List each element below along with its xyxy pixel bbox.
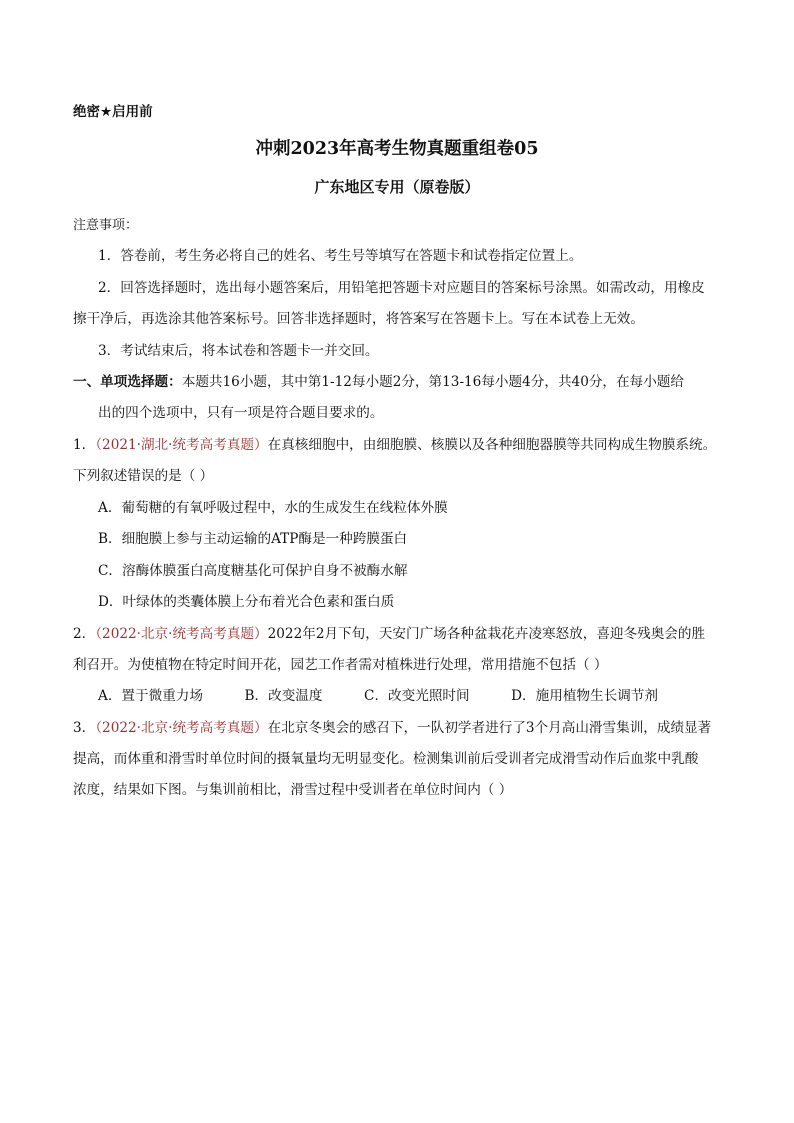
question-2-option-a: A．置于微重力场 — [98, 688, 203, 704]
section-instructions-line-2: 出的四个选项中，只有一项是符合题目要求的。 — [98, 405, 384, 421]
question-stem: 2022年2月下旬，天安门广场各种盆栽花卉凌寒怒放，喜迎冬残奥会的胜 — [267, 626, 706, 642]
section-instructions: 本题共16小题，其中第1-12每小题2分，第13-16每小题4分，共40分，在每小题给 — [181, 374, 684, 390]
question-1-stem-line-1 — [73, 435, 716, 455]
note-item-1: 1．答卷前，考生务必将自己的姓名、考生号等填写在答题卡和试卷指定位置上。 — [98, 248, 583, 264]
question-2-options — [98, 686, 658, 706]
question-source: （2022·北京·统考高考真题） — [95, 626, 268, 642]
question-source: （2021·湖北·统考高考真题） — [95, 437, 268, 453]
question-1-option-d: D．叶绿体的类囊体膜上分布着光合色素和蛋白质 — [98, 594, 395, 610]
question-number: 3． — [73, 720, 96, 736]
question-stem: 在北京冬奥会的感召下，一队初学者进行了3个月高山滑雪集训，成绩显著 — [267, 720, 712, 736]
question-1-option-a: A．葡萄糖的有氧呼吸过程中，水的生成发生在线粒体外膜 — [98, 500, 448, 516]
question-2-stem-line-2: 利召开。为使植物在特定时间开花，园艺工作者需对植株进行处理，常用措施不包括（ ） — [73, 657, 608, 673]
question-3-stem-line-1 — [73, 718, 711, 738]
question-2-option-b: B．改变温度 — [244, 688, 323, 704]
note-item-2-line-1: 2．回答选择题时，选出每小题答案后，用铅笔把答题卡对应题目的答案标号涂黑。如需改动，用橡皮 — [98, 280, 705, 296]
question-number: 1． — [73, 437, 96, 453]
question-2-option-c: C．改变光照时间 — [364, 688, 470, 704]
page-subtitle: 广东地区专用（原卷版） — [314, 178, 480, 196]
question-number: 2． — [73, 626, 96, 642]
section-heading — [73, 372, 684, 392]
note-item-3: 3．考试结束后，将本试卷和答题卡一并交回。 — [98, 343, 379, 359]
section-label: 一、单项选择题： — [73, 374, 182, 390]
notes-heading: 注意事项： — [73, 218, 139, 233]
question-1-option-b: B．细胞膜上参与主动运输的ATP酶是一种跨膜蛋白 — [98, 531, 408, 547]
question-2-option-d: D．施用植物生长调节剂 — [511, 688, 658, 704]
question-3-stem-line-3: 浓度，结果如下图。与集训前相比，滑雪过程中受训者在单位时间内（ ） — [73, 782, 513, 798]
question-stem: 在真核细胞中，由细胞膜、核膜以及各种细胞器膜等共同构成生物膜系统。 — [267, 437, 717, 453]
question-source: （2022·北京·统考高考真题） — [95, 720, 268, 736]
note-item-2-line-2: 擦干净后，再选涂其他答案标号。回答非选择题时，将答案写在答题卡上。写在本试卷上无效。 — [73, 311, 644, 327]
question-3-stem-line-2: 提高，而体重和滑雪时单位时间的摄氧量均无明显变化。检测集训前后受训者完成滑雪动作后血浆中乳酸 — [73, 751, 699, 767]
question-1-option-c: C．溶酶体膜蛋白高度糖基化可保护自身不被酶水解 — [98, 563, 408, 579]
secret-mark: 绝密★启用前 — [73, 104, 153, 120]
question-1-stem-line-2: 下列叙述错误的是（ ） — [73, 468, 214, 484]
page-title: 冲刺2023年高考生物真题重组卷05 — [255, 139, 539, 159]
question-2-stem-line-1 — [73, 624, 705, 644]
